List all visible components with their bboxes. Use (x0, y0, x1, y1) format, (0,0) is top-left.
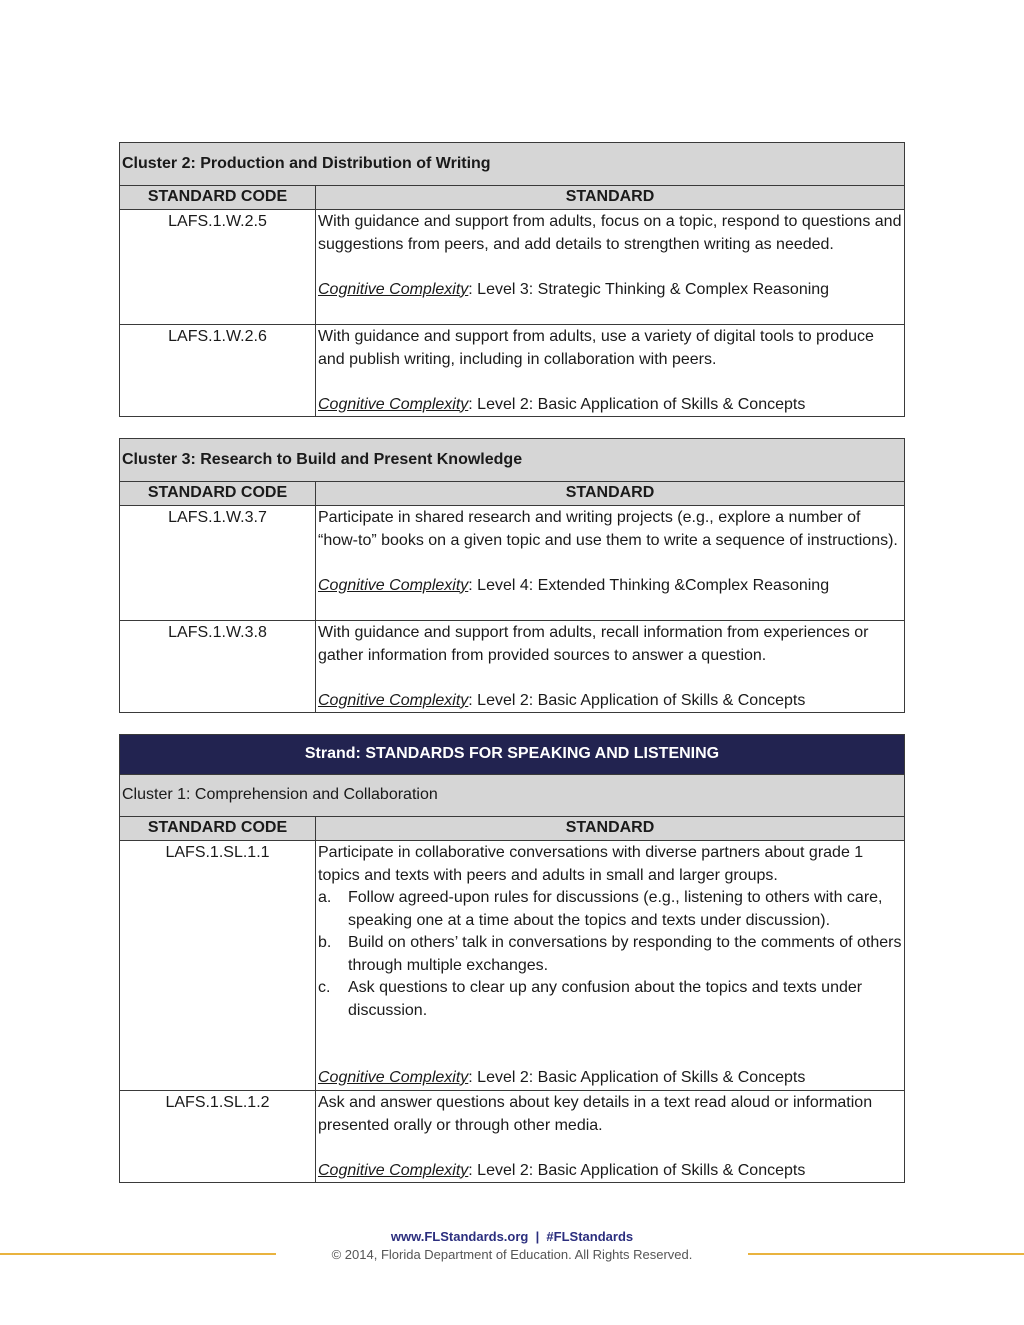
column-header-code: STANDARD CODE (120, 482, 316, 505)
standard-code: LAFS.1.W.3.8 (120, 621, 316, 712)
footer-links[interactable]: www.FLStandards.org | #FLStandards (390, 1229, 634, 1244)
sub-standard-list (318, 887, 902, 1022)
table-header-row (120, 817, 904, 841)
standard-code: LAFS.1.SL.1.2 (120, 1091, 316, 1182)
cognitive-complexity-label: Cognitive Complexity (318, 576, 469, 594)
standard-cell (316, 621, 904, 712)
cognitive-complexity-label: Cognitive Complexity (318, 1161, 469, 1179)
cognitive-complexity: Cognitive Complexity: Level 3: Strategic Thinking & Complex Reasoning (318, 280, 830, 298)
cluster-heading: Cluster 1: Comprehension and Collaboration (120, 775, 904, 817)
standard-cell (316, 506, 904, 620)
strand-heading: Strand: STANDARDS FOR SPEAKING AND LISTENING (120, 735, 904, 775)
cluster-heading: Cluster 2: Production and Distribution of Writing (120, 143, 904, 186)
list-item-text: Ask questions to clear up any confusion about the topics and texts under discussion. (348, 979, 863, 1019)
standards-table-cluster-2 (119, 142, 905, 417)
table-row (120, 1091, 904, 1182)
standard-text: With guidance and support from adults, focus on a topic, respond to questions and suggestions from peers, and add details to strengthen writing as needed. (318, 213, 902, 253)
standard-cell (316, 1091, 904, 1182)
list-item (318, 887, 902, 932)
list-marker: a. (318, 889, 332, 906)
cognitive-complexity: Cognitive Complexity: Level 2: Basic Application of Skills & Concepts (318, 1161, 806, 1179)
standard-text: With guidance and support from adults, use a variety of digital tools to produce and publish writing, including in collaboration with peers. (318, 328, 874, 368)
standard-cell (316, 841, 904, 1090)
footer-copyright: © 2014, Florida Department of Education. All Rights Reserved. (331, 1247, 693, 1262)
standard-text: Participate in shared research and writing projects (e.g., explore a number of “how-to” books on a given topic and use them to write a sequence of instructions). (318, 509, 898, 549)
page-footer (0, 1228, 1024, 1264)
table-header-row (120, 482, 904, 506)
table-row (120, 325, 904, 416)
standards-table-cluster-3 (119, 438, 905, 713)
cognitive-complexity: Cognitive Complexity: Level 2: Basic Application of Skills & Concepts (318, 1069, 806, 1086)
standard-code: LAFS.1.W.2.6 (120, 325, 316, 416)
cognitive-complexity: Cognitive Complexity: Level 2: Basic Application of Skills & Concepts (318, 691, 806, 709)
list-marker: b. (318, 934, 332, 951)
cognitive-complexity-level: Level 2: Basic Application of Skills & Concepts (477, 1069, 806, 1086)
list-item-text: Follow agreed-upon rules for discussions (e.g., listening to others with care, speaking one at a time about the topics and texts under discussion). (348, 889, 883, 929)
standard-code: LAFS.1.W.2.5 (120, 210, 316, 324)
table-row (120, 621, 904, 712)
cognitive-complexity-level: Level 2: Basic Application of Skills & Concepts (477, 395, 806, 413)
column-header-standard: STANDARD (565, 819, 655, 837)
table-row (120, 841, 904, 1091)
standard-code: LAFS.1.W.3.7 (120, 506, 316, 620)
standard-text: Ask and answer questions about key details in a text read aloud or information presented orally or through other media. (318, 1094, 873, 1134)
column-header-standard: STANDARD (565, 188, 655, 206)
list-item-text: Build on others’ talk in conversations by responding to the comments of others through multiple exchanges. (348, 934, 902, 974)
list-item (318, 932, 902, 977)
table-row (120, 210, 904, 325)
column-header-standard: STANDARD (565, 484, 655, 502)
cluster-heading: Cluster 3: Research to Build and Present Knowledge (120, 439, 904, 482)
cognitive-complexity: Cognitive Complexity: Level 2: Basic Application of Skills & Concepts (318, 395, 806, 413)
standard-cell (316, 210, 904, 324)
standard-cell (316, 325, 904, 416)
cognitive-complexity-label: Cognitive Complexity (318, 280, 469, 298)
standard-text: With guidance and support from adults, recall information from experiences or gather information from provided sources to answer a question. (318, 624, 869, 664)
cognitive-complexity-level: Level 2: Basic Application of Skills & Concepts (477, 1161, 806, 1179)
cognitive-complexity: Cognitive Complexity: Level 4: Extended Thinking &Complex Reasoning (318, 576, 830, 594)
standard-code: LAFS.1.SL.1.1 (120, 841, 316, 1090)
list-marker: c. (318, 979, 331, 996)
cognitive-complexity-level: Level 3: Strategic Thinking & Complex Reasoning (477, 280, 830, 298)
table-header-row (120, 186, 904, 210)
cognitive-complexity-level: Level 2: Basic Application of Skills & Concepts (477, 691, 806, 709)
cognitive-complexity-level: Level 4: Extended Thinking &Complex Reasoning (477, 576, 830, 594)
column-header-code: STANDARD CODE (120, 817, 316, 840)
column-header-code: STANDARD CODE (120, 186, 316, 209)
cognitive-complexity-label: Cognitive Complexity (318, 1069, 469, 1086)
standards-table-speaking-listening (119, 734, 905, 1183)
list-item (318, 977, 902, 1022)
cognitive-complexity-label: Cognitive Complexity (318, 395, 469, 413)
table-row (120, 506, 904, 621)
standard-text: Participate in collaborative conversations with diverse partners about grade 1 topics and texts with peers and adults in small and larger groups. (318, 844, 864, 884)
cognitive-complexity-label: Cognitive Complexity (318, 691, 469, 709)
